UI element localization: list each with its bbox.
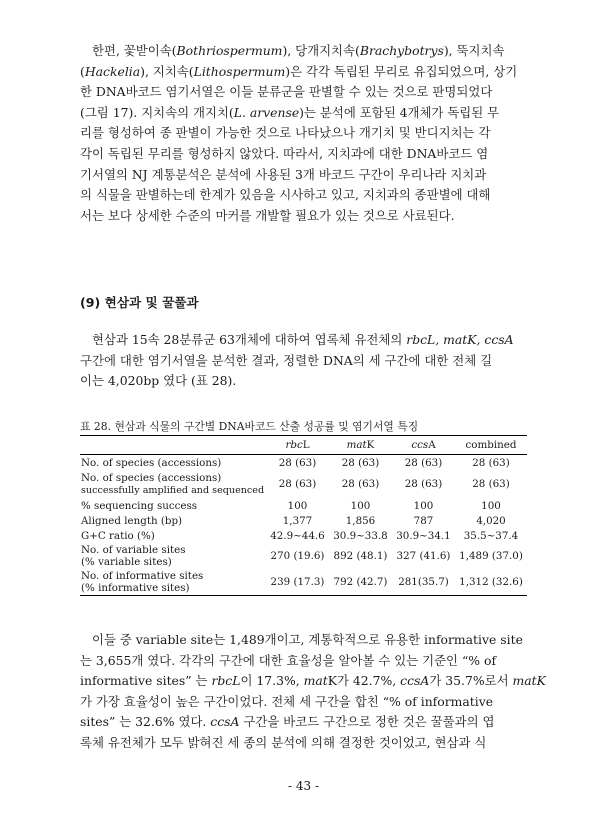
section-heading: (9) 현삼과 및 꿀풀과	[80, 295, 199, 310]
table-28	[80, 435, 527, 596]
paragraph-scrophulariaceae-intro	[80, 330, 527, 392]
header-label-col	[80, 436, 266, 455]
row-label: Aligned length (bp)	[81, 514, 183, 527]
row-label: No. of species (accessions) successfully amplified and sequenced	[81, 471, 265, 496]
cell-value: 1,856	[345, 514, 376, 527]
p1-line-2: (Hackelia), 지치속(Lithospermum)은 각각 독립된 무리로 유집되었으며, 상기	[80, 63, 518, 79]
row-label: No. of species (accessions)	[81, 456, 222, 469]
p3-line-1: 이들 중 variable site는 1,489개이고, 계통학적으로 유용한 informative site	[92, 632, 523, 647]
table-row	[80, 528, 527, 543]
p3-line-4: 가 가장 효율성이 높은 구간이었다. 전체 세 구간을 합친 “% of informative	[80, 693, 494, 709]
table-caption: 표 28. 현삼과 식물의 구간별 DNA바코드 산출 성공률 및 염기서열 특징	[80, 420, 419, 433]
row-label: % sequencing success	[81, 499, 198, 512]
cell-value: 28 (63)	[341, 478, 380, 490]
p2-line-2: 구간에 대한 염기서열을 분석한 결과, 정렬한 DNA의 세 구간에 대한 전체 길	[80, 352, 493, 368]
cell-value: 100	[350, 499, 371, 512]
cell-value: 787	[413, 514, 434, 527]
p3-line-5: sites” 는 32.6% 였다. ccsA 구간을 바코드 구간으로 정한 것은 꿀풀과의 엽	[80, 714, 495, 730]
paragraph-boraginaceae	[80, 41, 527, 226]
cell-value: 100	[287, 499, 308, 512]
cell-value: 1,377	[282, 514, 313, 527]
table-row	[80, 470, 527, 498]
cell-value: 28 (63)	[472, 478, 510, 490]
cell-value: 35.5~37.4	[463, 529, 519, 542]
header-ccsa: ccsA	[392, 436, 455, 455]
table-row	[80, 498, 527, 513]
header-matk: matK	[329, 436, 392, 455]
cell-value: 4,020	[476, 514, 506, 527]
paragraph-efficiency	[80, 630, 546, 754]
p1-line-9: 서는 보다 상세한 수준의 마커를 개발할 필요가 있는 것으로 사료된다.	[80, 207, 455, 223]
cell-value: 327 (41.6)	[396, 550, 451, 562]
p1-line-7: 기서열의 NJ 계통분석은 분석에 사용된 3개 바코드 구간이 우리나라 지치과	[80, 166, 487, 182]
p1-line-8: 의 식물을 판별하는데 한계가 있음을 시사하고 있고, 지치과의 종판별에 대해	[80, 187, 491, 203]
cell-value: 30.9~33.8	[333, 529, 388, 542]
cell-value: 42.9~44.6	[270, 529, 325, 542]
p1-line-1: 한편, 꽃받이속(Bothriospermum), 당개지치속(Brachybotrys), 뚝지치속	[92, 43, 505, 58]
table-row	[80, 513, 527, 528]
cell-value: 28 (63)	[341, 456, 380, 469]
page-number: - 43 -	[287, 779, 319, 793]
p1-line-3: 한 DNA바코드 염기서열은 이들 분류군을 판별할 수 있는 것으로 판명되었다	[80, 84, 493, 100]
cell-value: 100	[413, 499, 434, 512]
header-rbcl: rbcL	[266, 436, 329, 455]
cell-value: 28 (63)	[404, 478, 443, 490]
p2-line-3: 이는 4,020bp 였다 (표 28).	[80, 373, 237, 389]
cell-value: 1,489 (37.0)	[459, 550, 523, 562]
p1-line-4: (그림 17). 지치속의 개지치(L. arvense)는 분석에 포함된 4개체가 독립된 무	[80, 104, 500, 120]
cell-value: 1,312 (32.6)	[455, 569, 527, 596]
cell-value: 100	[481, 499, 501, 512]
cell-value: 28 (63)	[472, 456, 510, 469]
p3-line-6: 록체 유전체가 모두 밝혀진 세 종의 분석에 의해 결정한 것이었고, 현삼과 식	[80, 734, 487, 750]
p3-line-2: 는 3,655개 였다. 각각의 구간에 대한 효율성을 알아볼 수 있는 기준인 “% of	[80, 652, 497, 668]
p3-line-3: informative sites” 는 rbcL이 17.3%, matK가 42.7%, ccsA가 35.7%로서 matK	[80, 673, 546, 689]
table-header-row	[80, 436, 527, 455]
cell-value: 270 (19.6)	[270, 550, 325, 562]
cell-value: 792 (42.7)	[329, 569, 392, 596]
table-row	[80, 455, 527, 471]
row-label: No. of variable sites (% variable sites)	[81, 544, 186, 568]
header-combined: combined	[455, 436, 527, 455]
cell-value: 281(35.7)	[392, 569, 455, 596]
cell-value: 892 (48.1)	[333, 550, 388, 562]
row-label: No. of informative sites (% informative sites)	[80, 569, 266, 596]
table-row	[80, 569, 527, 596]
cell-value: 28 (63)	[278, 456, 317, 469]
cell-value: 28 (63)	[404, 456, 443, 469]
row-label: G+C ratio (%)	[81, 529, 155, 542]
p1-line-5: 리를 형성하여 종 판별이 가능한 것으로 나타났으나 개기치 및 반디지치는 각	[80, 125, 491, 141]
p2-line-1: 현삼과 15속 28분류군 63개체에 대하여 엽록체 유전체의 rbcL, matK, ccsA	[92, 332, 514, 347]
table-row	[80, 543, 527, 569]
cell-value: 30.9~34.1	[396, 529, 451, 542]
cell-value: 239 (17.3)	[266, 569, 329, 596]
p1-line-6: 각이 독립된 무리를 형성하지 않았다. 따라서, 지치과에 대한 DNA바코드 염	[80, 145, 489, 161]
cell-value: 28 (63)	[278, 478, 317, 490]
